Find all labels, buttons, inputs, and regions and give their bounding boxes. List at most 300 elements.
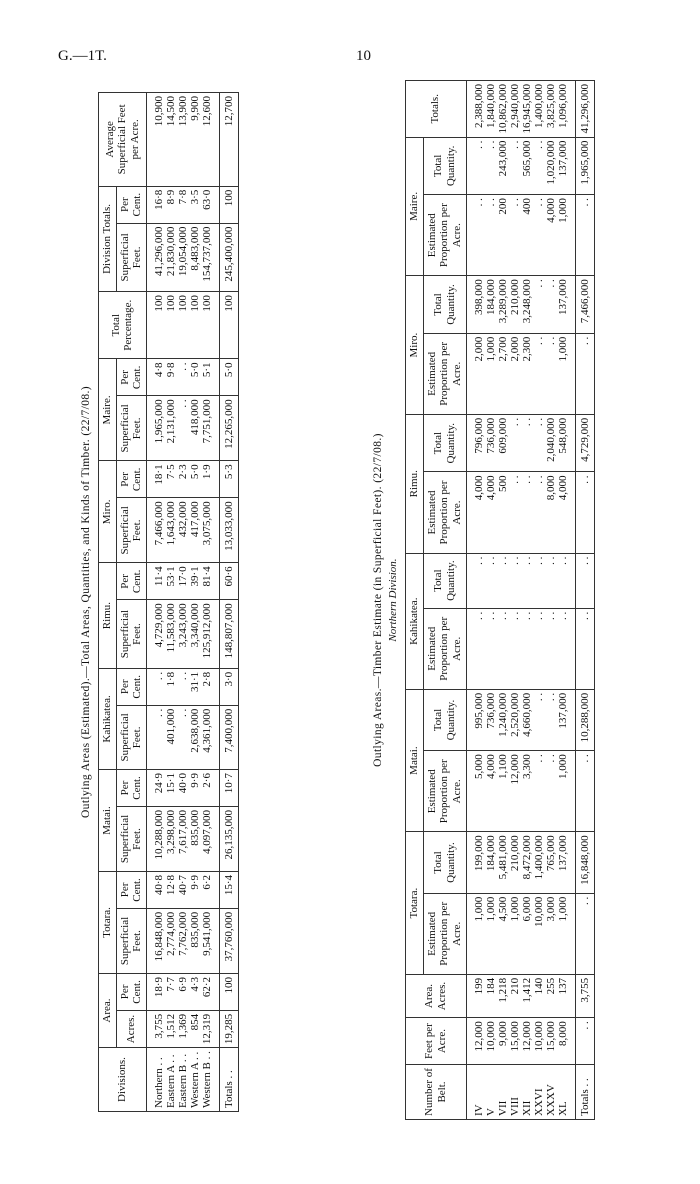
table-cell: 1,412 [521,974,533,1017]
table-cell: 3,300 [521,751,533,832]
table-cell: 1,400,000 [533,81,545,138]
total-cell: 1,965,000 [575,137,594,195]
table-cell: 12,600 [201,93,213,187]
table-cell: 1,000 [557,751,569,832]
table-cell: 4,500 [497,893,509,974]
sub-per-cent: Per Cent. [116,770,146,807]
table-cell: 11·4 [153,563,165,600]
table-cell: . . [177,705,189,769]
table-cell: 4,361,000 [201,705,213,769]
table-cell: . . [521,553,533,608]
table-cell: 9,900 [189,93,201,187]
table-cell: 3,755 [153,1010,165,1047]
table-cell: 7,617,000 [177,806,189,871]
col-area: Area. Acres. [406,974,467,1017]
table-cell: IV [473,1065,485,1120]
total-cell: 5·0 [219,359,238,396]
table-cell: 19,054,000 [177,223,189,292]
table-cell: . . [509,472,521,553]
table-cell: . . [485,608,497,689]
table-cell: 3,075,000 [201,498,213,563]
table-cell: 2,040,000 [545,414,557,472]
table-cell: 10,000 [533,893,545,974]
table-cell: 401,000 [165,705,177,769]
table-cell: 5·1 [201,359,213,396]
table-cell: 100 [201,292,213,359]
table-row [557,81,569,1120]
total-cell: 3·0 [219,668,238,705]
table-cell: . . [533,414,545,472]
table-cell: . . [533,195,545,276]
table-cell: 1,000 [557,333,569,414]
sub-superficial: Superficial Feet. [116,908,146,973]
table1-caption: Outlying Areas (Estimated).—Total Areas, Quantities, and Kinds of Timber. (22/7/08.) [80,385,92,819]
table-cell: 4,660,000 [521,689,533,750]
total-cell: 100 [219,292,238,359]
table-cell: 15,000 [545,1018,557,1065]
table-row [201,93,213,1112]
table-cell: 4,000 [545,195,557,276]
total-cell: . . [575,1018,594,1065]
table-cell: 736,000 [485,414,497,472]
table-cell: 1·8 [165,668,177,705]
table-cell: XII [521,1065,533,1120]
table-cell: XL [557,1065,569,1120]
table-cell: 9,000 [497,1018,509,1065]
table-cell: 7,751,000 [201,396,213,461]
table-cell: 8·9 [165,186,177,223]
grp-miro: Miro. [406,276,424,415]
table-cell: Northern . . [153,1048,165,1112]
table-cell: 5,481,000 [497,832,509,893]
grp-totara: Totara. [99,871,117,973]
total-cell: 12,700 [219,93,238,187]
total-cell: 245,400,000 [219,223,238,292]
total-cell: 5·3 [219,461,238,498]
table-cell: 2·3 [177,461,189,498]
table-cell: 17·0 [177,563,189,600]
col-avg: Average Superficial Feet per Acre. [99,93,147,187]
table-cell: 1,000 [473,893,485,974]
table-cell: . . [545,333,557,414]
table-cell: 9·9 [189,770,201,807]
total-cell: 10,288,000 [575,689,594,750]
table-row [545,81,557,1120]
table-cell: 432,000 [177,498,189,563]
table-cell: 2,774,000 [165,908,177,973]
table-cell: 995,000 [473,689,485,750]
table-cell: 6,000 [521,893,533,974]
table-cell: 210,000 [509,832,521,893]
sub-est: Estimated Proportion per Acre. [423,333,466,414]
table-row [497,81,509,1120]
table-cell: 4,000 [473,472,485,553]
table-cell: VII [497,1065,509,1120]
table-cell: 154,737,000 [201,223,213,292]
grp-area: Area. [99,973,117,1047]
table-cell: 1·9 [201,461,213,498]
totals-row [575,81,594,1120]
table-cell: 2,638,000 [189,705,201,769]
table-cell: 3,289,000 [497,276,509,334]
table-cell: . . [533,553,545,608]
total-cell: 100 [219,973,238,1010]
table-cell: 4·8 [153,359,165,396]
table-cell: . . [521,472,533,553]
table-cell: 398,000 [473,276,485,334]
table-cell: 39·1 [189,563,201,600]
total-cell: . . [575,751,594,832]
table-cell: 63·0 [201,186,213,223]
total-cell: . . [575,608,594,689]
totals-row [219,93,238,1112]
sub-superficial: Superficial Feet. [116,806,146,871]
table-cell: 3,248,000 [521,276,533,334]
table-cell: 1,218 [497,974,509,1017]
table-cell: 500 [497,472,509,553]
grp-matai: Matai. [406,689,424,832]
total-cell: 7,466,000 [575,276,594,334]
table-cell: 4,000 [485,751,497,832]
table-cell: 4,000 [485,472,497,553]
table-cell: 2·6 [201,770,213,807]
table-cell: 62·2 [201,973,213,1010]
sub-qty: Total Quantity. [423,137,466,195]
table-cell: 40·7 [177,871,189,908]
table-cell: 2,000 [473,333,485,414]
table-cell: 12,000 [473,1018,485,1065]
table-cell: 184,000 [485,276,497,334]
table-cell: 1,096,000 [557,81,569,138]
sub-superficial: Superficial Feet. [116,705,146,769]
table-cell: 7,762,000 [177,908,189,973]
sub-qty: Total Quantity. [423,553,466,608]
table-cell: 5,000 [473,751,485,832]
table-cell: 854 [189,1010,201,1047]
table2-subcaption: Northern Division. [387,558,399,642]
sub-per-cent: Per Cent. [116,186,146,223]
table-cell: 9·9 [189,871,201,908]
total-cell: Totals . . [575,1065,594,1120]
table-cell: . . [485,195,497,276]
table-cell: 4,000 [557,472,569,553]
table-cell: 100 [165,292,177,359]
table-cell: 8,000 [557,1018,569,1065]
table-cell: 1,512 [165,1010,177,1047]
table1 [98,92,239,1112]
table-cell: 736,000 [485,689,497,750]
total-cell: 148,807,000 [219,600,238,669]
sub-est: Estimated Proportion per Acre. [423,195,466,276]
table-cell: 40·8 [153,871,165,908]
table-cell: 210 [509,974,521,1017]
sub-superficial: Superficial Feet. [116,396,146,461]
table-cell: Western A . . [189,1048,201,1112]
total-cell: 60·6 [219,563,238,600]
table-cell: . . [533,608,545,689]
grp-rimu: Rimu. [406,414,424,553]
table-cell: . . [509,195,521,276]
table-cell: 1,000 [485,893,497,974]
table-row [521,81,533,1120]
table-cell: . . [177,396,189,461]
table-cell: 184 [485,974,497,1017]
total-cell: . . [575,333,594,414]
table-cell: 1,020,000 [545,137,557,195]
table-cell: 140 [533,974,545,1017]
table-cell: 53·1 [165,563,177,600]
table-cell: . . [533,276,545,334]
page-number: 10 [356,48,371,64]
total-cell: 26,135,000 [219,806,238,871]
table-cell: . . [497,608,509,689]
table-cell: 609,000 [497,414,509,472]
table-cell: 137,000 [557,276,569,334]
sub-qty: Total Quantity. [423,689,466,750]
grp-matai: Matai. [99,770,117,872]
table-cell: 2,700 [497,333,509,414]
table-cell: 8,472,000 [521,832,533,893]
table2-block [372,80,595,1120]
table-cell: 3,000 [545,893,557,974]
table-cell: XXXV [545,1065,557,1120]
table-cell: 7·7 [165,973,177,1010]
table-cell: . . [557,608,569,689]
total-cell: 16,848,000 [575,832,594,893]
table-cell: 10,862,000 [497,81,509,138]
table-cell: 4,097,000 [201,806,213,871]
table-cell: 1,643,000 [165,498,177,563]
table-cell: 31·1 [189,668,201,705]
total-cell: 13,033,000 [219,498,238,563]
table-cell: 1,100 [497,751,509,832]
table-cell: 1,000 [557,195,569,276]
table-cell: 137,000 [557,137,569,195]
total-cell: 12,265,000 [219,396,238,461]
sub-est: Estimated Proportion per Acre. [423,893,466,974]
table-cell: Western B . . [201,1048,213,1112]
table-cell: . . [509,414,521,472]
table-cell: 10,000 [485,1018,497,1065]
table-cell: 1,369 [177,1010,189,1047]
sub-per-cent: Per Cent. [116,359,146,396]
table-cell: 2·8 [201,668,213,705]
grp-rimu: Rimu. [99,563,117,668]
table-cell: 200 [497,195,509,276]
total-cell: 3,755 [575,974,594,1017]
table-cell: 418,000 [189,396,201,461]
grp-maire: Maire. [406,137,424,276]
table-cell: 835,000 [189,908,201,973]
total-cell: Totals . . [219,1048,238,1112]
table-cell: 10,288,000 [153,806,165,871]
table-cell: 12,000 [509,751,521,832]
table-cell: 548,000 [557,414,569,472]
table-cell: . . [533,689,545,750]
table-cell: 255 [545,974,557,1017]
table-cell: 1,965,000 [153,396,165,461]
table-cell: 18·1 [153,461,165,498]
table-cell: 1,000 [485,333,497,414]
sub-per-cent: Per Cent. [116,563,146,600]
table-cell: 1,000 [509,893,521,974]
table-cell: 16,848,000 [153,908,165,973]
table-cell: 1,400,000 [533,832,545,893]
col-totals: Totals. [406,81,467,138]
table-cell: 21,830,000 [165,223,177,292]
table-cell: 400 [521,195,533,276]
table-cell: . . [533,333,545,414]
grp-miro: Miro. [99,461,117,563]
table-cell: XXVI [533,1065,545,1120]
table-cell: . . [545,689,557,750]
sub-superficial: Superficial Feet. [116,600,146,669]
table-cell: 199,000 [473,832,485,893]
table-row [509,81,521,1120]
sub-per-cent: Per Cent. [116,668,146,705]
grp-totara: Totara. [406,832,424,975]
table-cell: . . [545,751,557,832]
table-cell: 3,298,000 [165,806,177,871]
col-feet: Feet per Acre. [406,1018,467,1065]
table-cell: . . [533,751,545,832]
table-cell: 12,319 [201,1010,213,1047]
table-cell: 15,000 [509,1018,521,1065]
table-cell: 199 [473,974,485,1017]
table-cell: . . [473,608,485,689]
table-cell: 100 [153,292,165,359]
table-cell: 2,300 [521,333,533,414]
table-cell: . . [545,608,557,689]
table-cell: 137 [557,974,569,1017]
total-cell: 19,285 [219,1010,238,1047]
table-cell: . . [533,472,545,553]
table-cell: 4,729,000 [153,600,165,669]
table1-block [80,92,239,1112]
total-cell: . . [575,553,594,608]
table-cell: 137,000 [557,832,569,893]
table-cell: . . [485,553,497,608]
table-cell: 6·9 [177,973,189,1010]
table-cell: 5·0 [189,359,201,396]
sub-est: Estimated Proportion per Acre. [423,472,466,553]
total-cell: 10·7 [219,770,238,807]
grp-division-totals: Division Totals. [99,186,117,291]
table-cell: 835,000 [189,806,201,871]
table-cell: 15·1 [165,770,177,807]
table-cell: . . [153,668,165,705]
table-cell: 5·0 [189,461,201,498]
table-cell: . . [473,553,485,608]
table-cell: 1,240,000 [497,689,509,750]
total-cell: 41,296,000 [575,81,594,138]
table-cell: . . [557,553,569,608]
table-cell: 9,541,000 [201,908,213,973]
table-cell: . . [545,553,557,608]
table-cell: 24·9 [153,770,165,807]
table-cell: Eastern A . . [165,1048,177,1112]
table-cell: 7·8 [177,186,189,223]
sub-acres: Acres. [116,1010,146,1047]
table-cell: 11,583,000 [165,600,177,669]
table-cell: 100 [189,292,201,359]
col-divisions: Divisions. [99,1048,147,1112]
table-cell: 6·2 [201,871,213,908]
table-cell: 81·4 [201,563,213,600]
table-cell: 9·8 [165,359,177,396]
total-cell: 100 [219,186,238,223]
table-cell: . . [521,414,533,472]
total-cell: 4,729,000 [575,414,594,472]
grp-kahikatea: Kahikatea. [99,668,117,769]
table-cell: 12·8 [165,871,177,908]
table-row [189,93,201,1112]
table-cell: 16,945,000 [521,81,533,138]
table-cell: 8,483,000 [189,223,201,292]
table-cell: . . [177,668,189,705]
table-cell: 1,840,000 [485,81,497,138]
table-cell: 125,912,000 [201,600,213,669]
table-cell: 3,825,000 [545,81,557,138]
sub-qty: Total Quantity. [423,276,466,334]
table-cell: 210,000 [509,276,521,334]
table1-body [146,93,238,1112]
table-cell: 3,243,000 [177,600,189,669]
grp-maire: Maire. [99,359,117,461]
table-cell: . . [509,608,521,689]
table-row [473,81,485,1120]
table-cell: . . [509,137,521,195]
table-cell: 14,500 [165,93,177,187]
sub-qty: Total Quantity. [423,832,466,893]
table-cell: . . [473,195,485,276]
table-cell: 7·5 [165,461,177,498]
table-cell: 13,900 [177,93,189,187]
table-cell: VIII [509,1065,521,1120]
table-cell: 3,340,000 [189,600,201,669]
table-cell: 18·9 [153,973,165,1010]
table-cell: . . [485,137,497,195]
table2-body [466,81,594,1120]
table-cell: 4·3 [189,973,201,1010]
table-cell: Eastern B . . [177,1048,189,1112]
table-cell: 2,520,000 [509,689,521,750]
sub-per-cent: Per Cent. [116,871,146,908]
table-cell: 765,000 [545,832,557,893]
table2-caption: Outlying Areas.—Timber Estimate (in Superficial Feet). (22/7/08.) [372,433,384,767]
total-cell: . . [575,472,594,553]
table2 [405,80,595,1120]
table-cell: 1,000 [557,893,569,974]
table-cell: . . [177,359,189,396]
table-cell: . . [533,137,545,195]
table-cell: 10,900 [153,93,165,187]
grp-kahikatea: Kahikatea. [406,553,424,689]
table-cell: 243,000 [497,137,509,195]
table-cell: 2,940,000 [509,81,521,138]
table-cell: 2,131,000 [165,396,177,461]
total-cell: 7,400,000 [219,705,238,769]
page-ref: G.—1T. [58,48,107,64]
sub-per-cent: Per Cent. [116,973,146,1010]
table-row [153,93,165,1112]
col-total-pct: Total Percentage. [99,292,147,359]
table-cell: . . [153,705,165,769]
table-cell: 417,000 [189,498,201,563]
table-cell: . . [473,137,485,195]
sub-superficial: Superficial Feet. [116,498,146,563]
table-cell: 565,000 [521,137,533,195]
